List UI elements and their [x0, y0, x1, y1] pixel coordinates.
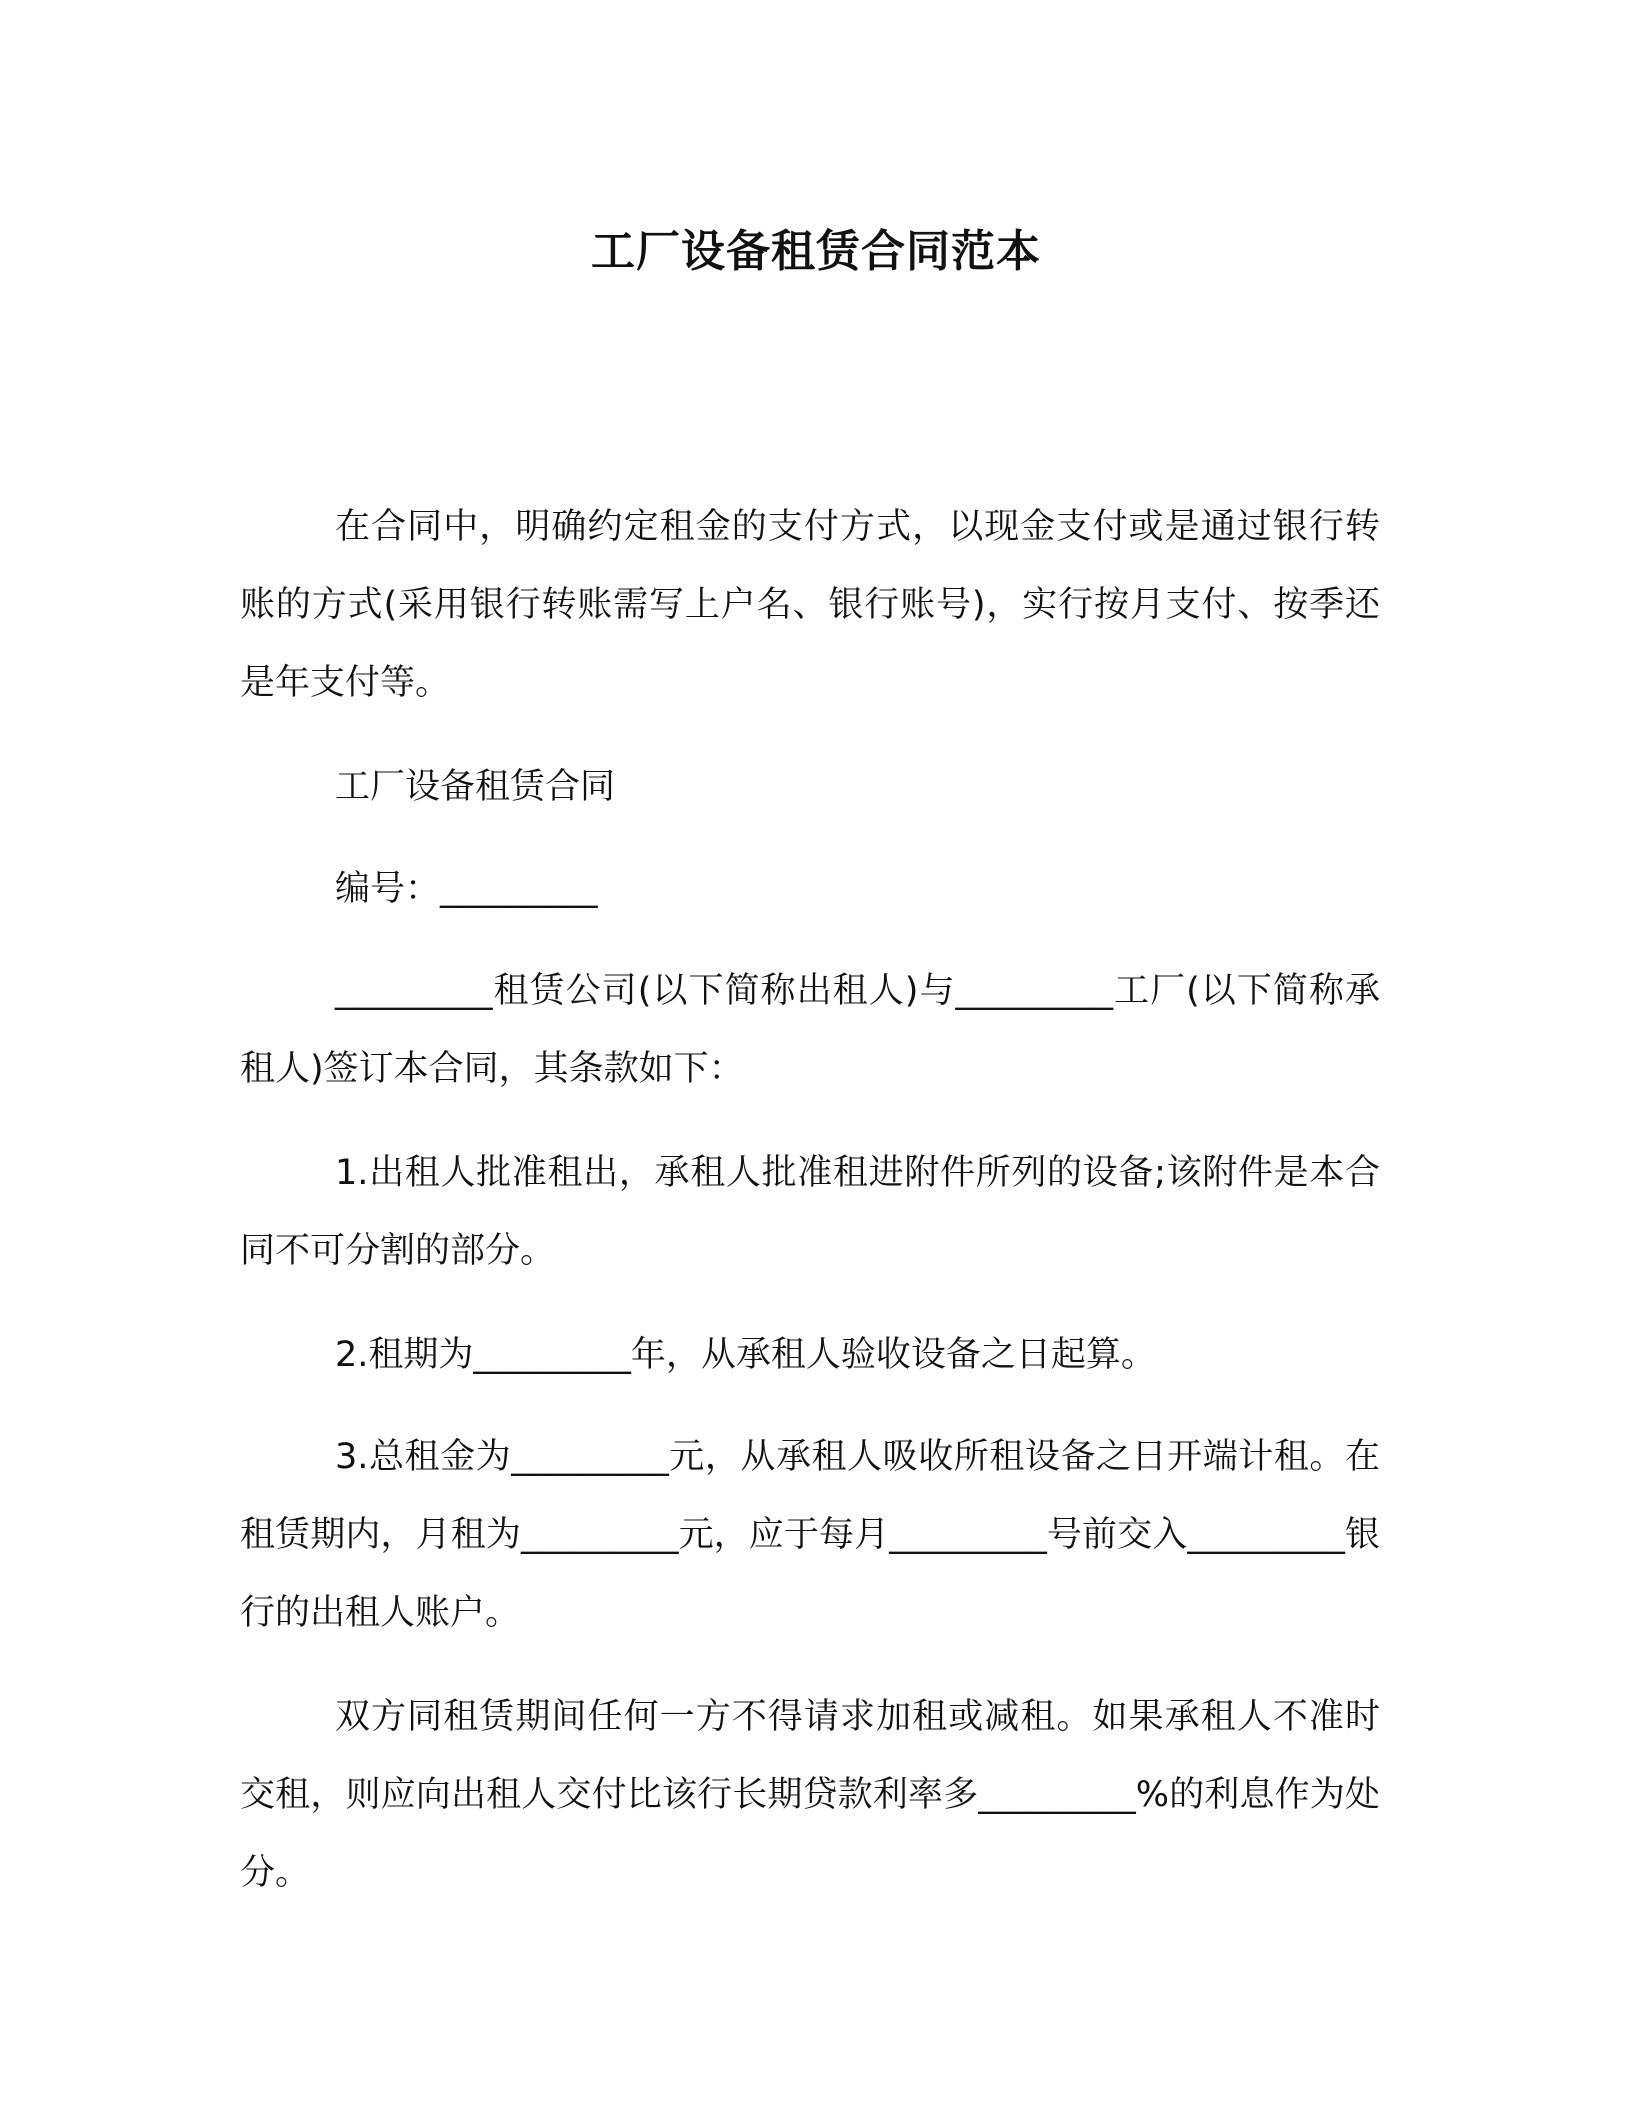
clause-3: 3.总租金为_________元，从承租人吸收所租设备之日开端计租。在租赁期内，月租为_________元，应于每月_________号前交入_________银行的出租人账户。 [240, 1437, 1380, 1633]
document-title: 工厂设备租赁合同范本 [591, 226, 1041, 277]
document-body [240, 488, 1380, 1912]
contract-number: 编号：_________ [335, 869, 598, 909]
penalty-paragraph: 双方同租赁期间任何一方不得请求加租或减租。如果承租人不准时交租，则应向出租人交付比该行长期贷款利率多_________%的利息作为处分。 [240, 1697, 1380, 1893]
clause-2: 2.租期为_________年，从承租人验收设备之日起算。 [335, 1335, 1156, 1375]
intro-paragraph: 在合同中，明确约定租金的支付方式，以现金支付或是通过银行转账的方式(采用银行转账需写上户名、银行账号)，实行按月支付、按季还是年支付等。 [240, 507, 1380, 703]
contract-heading: 工厂设备租赁合同 [335, 767, 616, 807]
clause-1: 1.出租人批准租出，承租人批准租进附件所列的设备;该附件是本合同不可分割的部分。 [240, 1153, 1380, 1271]
parties-paragraph: _________租赁公司(以下简称出租人)与_________工厂(以下简称承租人)签订本合同，其条款如下： [240, 971, 1380, 1089]
